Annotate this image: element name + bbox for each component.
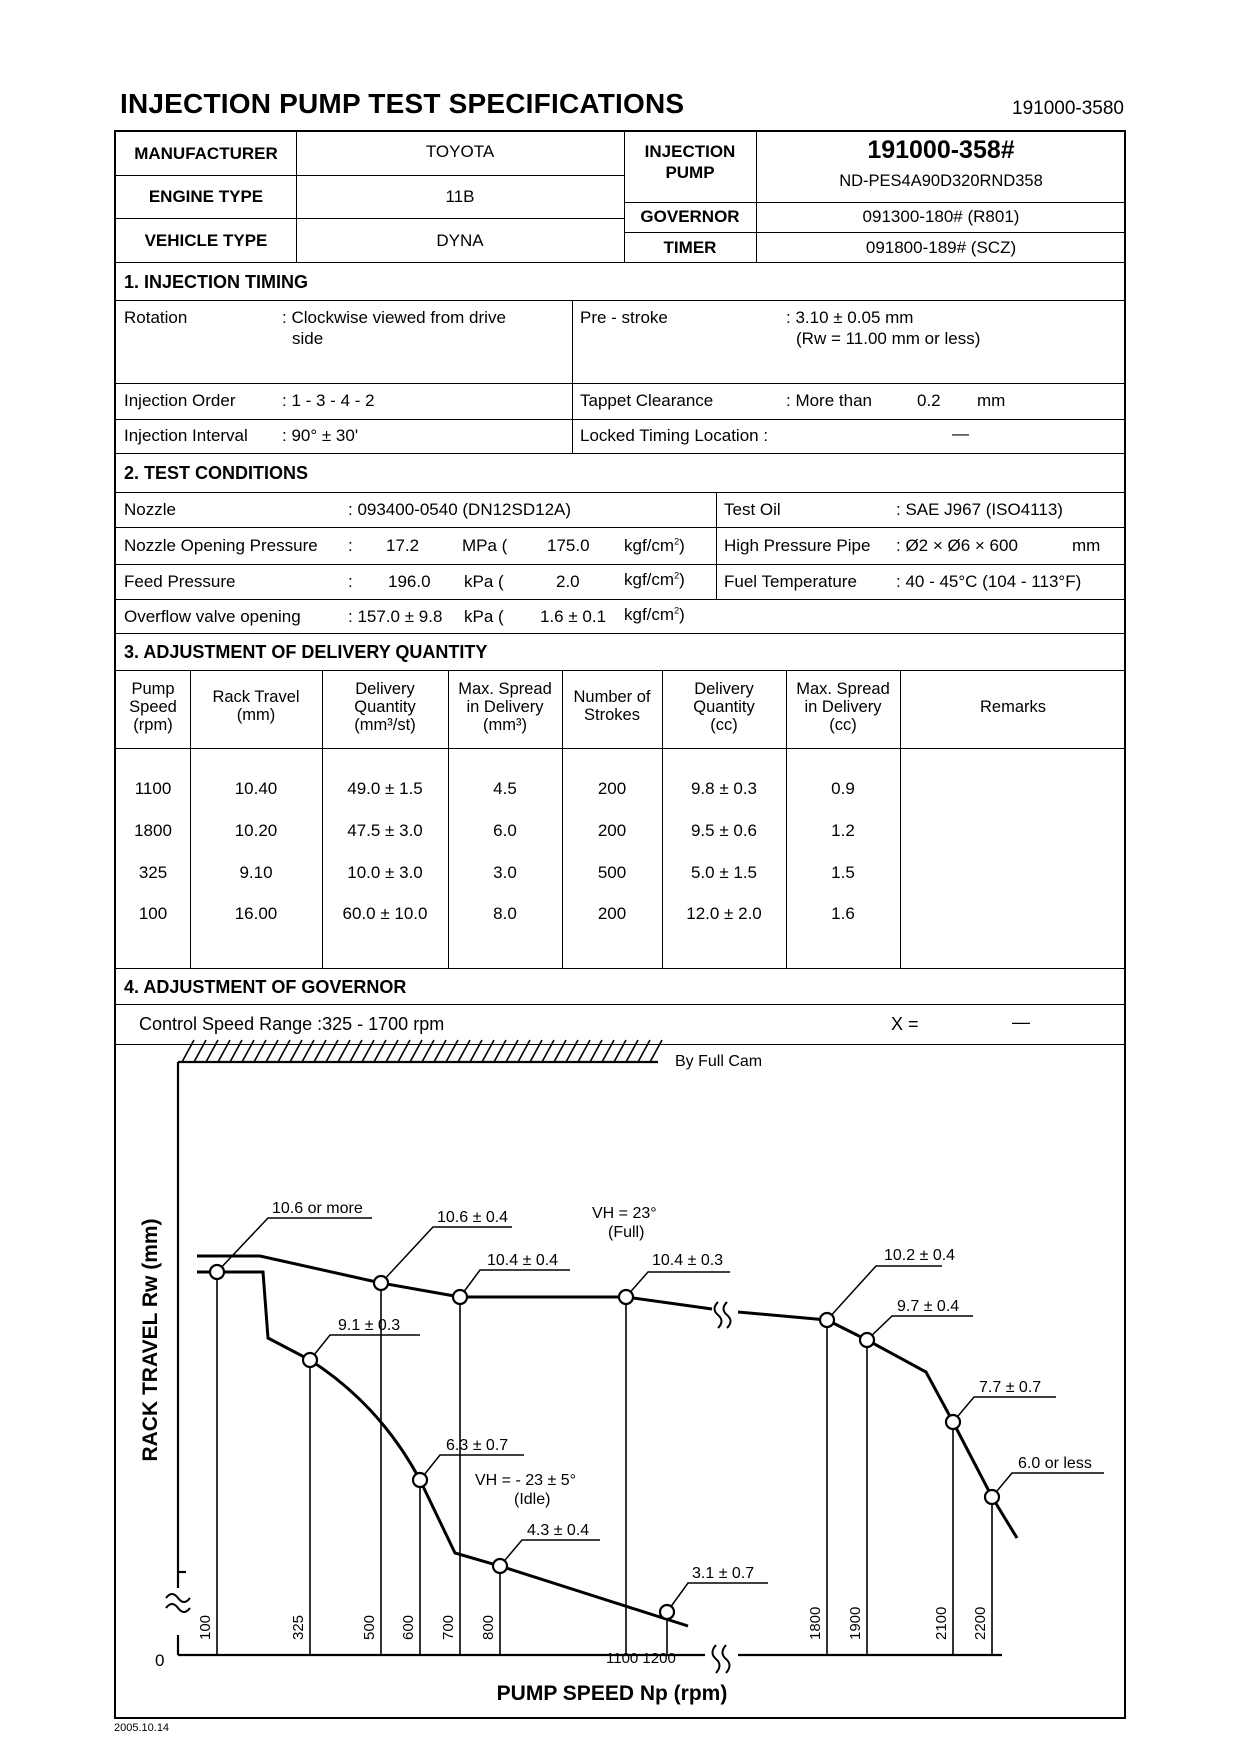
hatch-line bbox=[230, 1040, 242, 1062]
marker-2200rpm bbox=[985, 1490, 999, 1504]
marker-600rpm bbox=[413, 1473, 427, 1487]
table-cell: 10.0 ± 3.0 bbox=[347, 863, 423, 882]
col-header-delivery-cc: Delivery Quantity (cc) bbox=[693, 680, 755, 734]
x-tick-1100-1200: 1100 1200 bbox=[606, 1650, 676, 1667]
colon-separator: : bbox=[348, 536, 353, 555]
overflow-valve-kpa: : 157.0 ± 9.8 bbox=[348, 607, 443, 626]
kpa-unit-2: kPa ( bbox=[464, 607, 504, 626]
fuel-temperature-value: : 40 - 45°C (104 - 113°F) bbox=[896, 572, 1082, 591]
injection-order-label: Injection Order bbox=[124, 391, 236, 410]
engine-type-value: 11B bbox=[445, 187, 475, 206]
hatch-line bbox=[398, 1040, 410, 1062]
table-cell: 200 bbox=[597, 904, 627, 923]
governor-label: GOVERNOR bbox=[640, 207, 740, 226]
hatch-line bbox=[470, 1040, 482, 1062]
hatch-line bbox=[542, 1040, 554, 1062]
hatch-line bbox=[530, 1040, 542, 1062]
kgf-close: ) bbox=[679, 536, 685, 555]
marker-325rpm bbox=[303, 1353, 317, 1367]
hatch-line bbox=[266, 1040, 278, 1062]
point-label-2200rpm: 6.0 or less bbox=[1018, 1455, 1092, 1472]
table-cell: 5.0 ± 1.5 bbox=[690, 863, 758, 882]
feed-pressure-kgf: 2.0 bbox=[556, 572, 580, 591]
x-label: X = bbox=[891, 1014, 919, 1034]
marker-1100rpm bbox=[619, 1290, 633, 1304]
x-tick-800: 800 bbox=[480, 1614, 497, 1640]
locked-timing-label: Locked Timing Location : bbox=[580, 426, 769, 445]
point-label-1200rpm: 3.1 ± 0.7 bbox=[692, 1565, 755, 1582]
point-label-1800rpm: 10.2 ± 0.4 bbox=[884, 1247, 956, 1264]
document-number: 191000-3580 bbox=[1012, 98, 1124, 119]
table-cell: 1.6 bbox=[831, 904, 855, 923]
revision-date: 2005.10.14 bbox=[114, 1722, 170, 1734]
hatch-line bbox=[338, 1040, 350, 1062]
fuel-temperature-label: Fuel Temperature bbox=[724, 572, 857, 591]
col-header-remarks: Remarks bbox=[979, 698, 1046, 716]
nozzle-opening-pressure-label: Nozzle Opening Pressure bbox=[124, 536, 318, 555]
point-label-1100rpm: 10.4 ± 0.3 bbox=[652, 1252, 724, 1269]
point-label-325rpm: 9.1 ± 0.3 bbox=[338, 1317, 401, 1334]
table-cell: 12.0 ± 2.0 bbox=[686, 904, 762, 923]
injection-interval-label: Injection Interval bbox=[124, 426, 248, 445]
hatch-line bbox=[614, 1040, 626, 1062]
point-label-700rpm: 10.4 ± 0.4 bbox=[487, 1252, 559, 1269]
rotation-value: : Clockwise viewed from drive bbox=[282, 308, 506, 327]
full-load-curve-right bbox=[738, 1312, 1017, 1538]
manufacturer-label: MANUFACTURER bbox=[134, 144, 278, 163]
point-label-800rpm: 4.3 ± 0.4 bbox=[527, 1522, 590, 1539]
hatch-line bbox=[650, 1040, 662, 1062]
tappet-clearance-prefix: : More than bbox=[786, 391, 872, 410]
point-label-100rpm: 10.6 or more bbox=[272, 1200, 363, 1217]
kgf-unit-3: kgf/cm bbox=[624, 605, 675, 624]
injection-order-value: : 1 - 3 - 4 - 2 bbox=[282, 391, 375, 410]
hatch-line bbox=[374, 1040, 386, 1062]
point-label-2100rpm: 7.7 ± 0.7 bbox=[979, 1379, 1042, 1396]
x-tick-1900: 1900 bbox=[847, 1606, 864, 1640]
table-cell: 3.0 bbox=[493, 863, 517, 882]
table-cell: 8.0 bbox=[493, 904, 517, 923]
high-pressure-pipe-value: : Ø2 × Ø6 × 600 bbox=[896, 536, 1018, 555]
lever-full-sublabel: (Full) bbox=[608, 1224, 645, 1241]
x-tick-600: 600 bbox=[400, 1614, 417, 1640]
tappet-clearance-value: 0.2 bbox=[917, 391, 941, 410]
kgf-unit-exponent: 2 bbox=[674, 536, 680, 547]
manufacturer-value: TOYOTA bbox=[425, 142, 495, 161]
lever-idle-sublabel: (Idle) bbox=[514, 1491, 551, 1508]
marker-800rpm bbox=[493, 1559, 507, 1573]
hatch-line bbox=[506, 1040, 518, 1062]
table-cell: 16.00 bbox=[234, 904, 278, 923]
hatch-line bbox=[386, 1040, 398, 1062]
hatch-line bbox=[362, 1040, 374, 1062]
origin-label: 0 bbox=[155, 1651, 165, 1670]
x-tick-700: 700 bbox=[440, 1614, 457, 1640]
injection-pump-code: 191000-358# bbox=[867, 136, 1015, 164]
hatch-line bbox=[566, 1040, 578, 1062]
point-label-600rpm: 6.3 ± 0.7 bbox=[446, 1437, 509, 1454]
locked-timing-value: — bbox=[952, 424, 969, 443]
section-delivery-quantity: 3. ADJUSTMENT OF DELIVERY QUANTITY bbox=[124, 642, 488, 662]
prestroke-label: Pre - stroke bbox=[580, 308, 668, 327]
overflow-valve-label: Overflow valve opening bbox=[124, 607, 301, 626]
control-speed-value: 325 - 1700 rpm bbox=[322, 1014, 445, 1034]
marker-500rpm bbox=[374, 1276, 388, 1290]
x-tick-2200: 2200 bbox=[972, 1606, 989, 1640]
feed-pressure-kpa: 196.0 bbox=[388, 572, 431, 591]
y-axis-break-icon bbox=[166, 1594, 190, 1612]
hatch-line bbox=[278, 1040, 290, 1062]
marker-100rpm bbox=[210, 1265, 224, 1279]
table-cell: 9.10 bbox=[239, 863, 273, 882]
hatch-line bbox=[302, 1040, 314, 1062]
injection-pump-label-2: PUMP bbox=[665, 163, 715, 182]
feed-pressure-label: Feed Pressure bbox=[124, 572, 236, 591]
table-cell: 1100 bbox=[134, 779, 172, 798]
col-header-delivery-mm3: Delivery Quantity (mm³/st) bbox=[354, 680, 416, 734]
point-label-1900rpm: 9.7 ± 0.4 bbox=[897, 1298, 960, 1315]
table-cell: 60.0 ± 10.0 bbox=[342, 904, 428, 923]
marker-2100rpm bbox=[946, 1415, 960, 1429]
table-cell: 325 bbox=[138, 863, 168, 882]
table-cell: 10.20 bbox=[234, 821, 278, 840]
kgf-unit: kgf/cm bbox=[624, 536, 675, 555]
injection-pump-model: ND-PES4A90D320RND358 bbox=[839, 172, 1043, 190]
table-cell: 1.5 bbox=[831, 863, 855, 882]
table-cell: 47.5 ± 3.0 bbox=[347, 821, 423, 840]
table-cell: 1800 bbox=[134, 821, 172, 840]
table-cell: 200 bbox=[597, 821, 627, 840]
hatch-line bbox=[206, 1040, 218, 1062]
marker-1200rpm bbox=[660, 1605, 674, 1619]
nozzle-opening-pressure-mpa: 17.2 bbox=[386, 536, 420, 555]
col-header-rack-travel: Rack Travel (mm) bbox=[212, 688, 300, 724]
control-speed-label: Control Speed Range : bbox=[139, 1014, 323, 1034]
kgf-unit-2: kgf/cm bbox=[624, 570, 675, 589]
tappet-clearance-label: Tappet Clearance bbox=[580, 391, 714, 410]
table-cell: 100 bbox=[138, 904, 168, 923]
x-tick-labels bbox=[197, 1607, 989, 1640]
hatch-line bbox=[482, 1040, 494, 1062]
table-cell: 49.0 ± 1.5 bbox=[347, 779, 423, 798]
overflow-valve-kgf: 1.6 ± 0.1 bbox=[540, 607, 607, 626]
injection-interval-value: : 90° ± 30' bbox=[282, 426, 359, 445]
tappet-clearance-unit: mm bbox=[977, 391, 1006, 410]
full-cam-hatching bbox=[182, 1040, 662, 1062]
hatch-line bbox=[602, 1040, 614, 1062]
x-tick-2100: 2100 bbox=[933, 1606, 950, 1640]
x-value: — bbox=[1012, 1012, 1030, 1032]
vehicle-type-label: VEHICLE TYPE bbox=[144, 231, 268, 250]
idle-curve bbox=[197, 1272, 688, 1626]
section-test-conditions: 2. TEST CONDITIONS bbox=[124, 463, 309, 483]
hatch-line bbox=[242, 1040, 254, 1062]
rotation-value-2: side bbox=[292, 329, 324, 348]
hatch-line bbox=[194, 1040, 206, 1062]
x-tick-500: 500 bbox=[361, 1614, 378, 1640]
col-header-spread-cc: Max. Spread in Delivery (cc) bbox=[796, 680, 890, 734]
hatch-line bbox=[494, 1040, 506, 1062]
hatch-line bbox=[218, 1040, 230, 1062]
full-cam-label: By Full Cam bbox=[675, 1053, 763, 1070]
nozzle-label: Nozzle bbox=[124, 500, 176, 519]
x-tick-100: 100 bbox=[197, 1614, 214, 1640]
table-cell: 1.2 bbox=[831, 821, 855, 840]
point-label-500rpm: 10.6 ± 0.4 bbox=[437, 1209, 509, 1226]
table-cell: 6.0 bbox=[493, 821, 517, 840]
table-cell: 4.5 bbox=[493, 779, 517, 798]
lever-full-label: VH = 23° bbox=[592, 1205, 657, 1222]
x-axis-break-icon bbox=[713, 1645, 730, 1673]
hatch-line bbox=[518, 1040, 530, 1062]
table-cell: 0.9 bbox=[831, 779, 855, 798]
col-header-pump-speed: Pump Speed (rpm) bbox=[129, 680, 177, 734]
hatch-line bbox=[314, 1040, 326, 1062]
kpa-unit: kPa ( bbox=[464, 572, 504, 591]
hatch-line bbox=[410, 1040, 422, 1062]
mpa-unit: MPa ( bbox=[462, 536, 508, 555]
col-header-strokes: Number of Strokes bbox=[573, 688, 651, 724]
hatch-line bbox=[578, 1040, 590, 1062]
page-title: INJECTION PUMP TEST SPECIFICATIONS bbox=[120, 88, 685, 119]
hatch-line bbox=[458, 1040, 470, 1062]
y-axis-title: RACK TRAVEL Rw (mm) bbox=[139, 1218, 162, 1462]
marker-1900rpm bbox=[860, 1333, 874, 1347]
hatch-line bbox=[554, 1040, 566, 1062]
section-governor: 4. ADJUSTMENT OF GOVERNOR bbox=[124, 977, 407, 997]
kgf-unit-exponent-3: 2 bbox=[674, 605, 680, 616]
nozzle-opening-pressure-kgf: 175.0 bbox=[547, 536, 590, 555]
hatch-line bbox=[422, 1040, 434, 1062]
timer-label: TIMER bbox=[663, 238, 717, 257]
hatch-line bbox=[638, 1040, 650, 1062]
test-oil-label: Test Oil bbox=[724, 500, 781, 519]
rotation-label: Rotation bbox=[124, 308, 188, 327]
x-axis-title: PUMP SPEED Np (rpm) bbox=[496, 1682, 728, 1705]
col-header-spread-mm3: Max. Spread in Delivery (mm³) bbox=[458, 680, 552, 734]
governor-curves bbox=[197, 1256, 1017, 1626]
table-cell: 9.5 ± 0.6 bbox=[690, 821, 758, 840]
curve-break-icon bbox=[715, 1302, 731, 1328]
measurement-markers bbox=[210, 1265, 999, 1619]
section-injection-timing: 1. INJECTION TIMING bbox=[124, 272, 309, 292]
hatch-line bbox=[434, 1040, 446, 1062]
hatch-line bbox=[350, 1040, 362, 1062]
kgf-unit-exponent-2: 2 bbox=[674, 570, 680, 581]
prestroke-rack-value: (Rw = 11.00 mm or less) bbox=[796, 329, 981, 348]
lever-idle-label: VH = - 23 ± 5° bbox=[475, 1472, 576, 1489]
table-cell: 500 bbox=[597, 863, 627, 882]
marker-700rpm bbox=[453, 1290, 467, 1304]
hatch-line bbox=[326, 1040, 338, 1062]
vehicle-type-value: DYNA bbox=[436, 231, 484, 250]
hatch-line bbox=[446, 1040, 458, 1062]
x-tick-1800: 1800 bbox=[807, 1606, 824, 1640]
table-cell: 9.8 ± 0.3 bbox=[690, 779, 758, 798]
high-pressure-pipe-label: High Pressure Pipe bbox=[724, 536, 871, 555]
test-oil-value: : SAE J967 (ISO4113) bbox=[896, 500, 1063, 519]
kgf-close-3: ) bbox=[679, 605, 685, 624]
x-tick-325: 325 bbox=[290, 1614, 307, 1640]
high-pressure-pipe-unit: mm bbox=[1072, 536, 1101, 555]
hatch-line bbox=[182, 1040, 194, 1062]
prestroke-value: : 3.10 ± 0.05 mm bbox=[786, 308, 914, 327]
injection-pump-label: INJECTION bbox=[644, 142, 736, 161]
table-cell: 200 bbox=[597, 779, 627, 798]
kgf-close-2: ) bbox=[679, 570, 685, 589]
hatch-line bbox=[590, 1040, 602, 1062]
governor-value: 091300-180# (R801) bbox=[862, 207, 1020, 226]
table-cell: 10.40 bbox=[234, 779, 278, 798]
colon-separator-2: : bbox=[348, 572, 353, 591]
marker-1800rpm bbox=[820, 1313, 834, 1327]
nozzle-value: : 093400-0540 (DN12SD12A) bbox=[348, 500, 572, 519]
timer-value: 091800-189# (SCZ) bbox=[865, 238, 1017, 257]
hatch-line bbox=[254, 1040, 266, 1062]
hatch-line bbox=[290, 1040, 302, 1062]
engine-type-label: ENGINE TYPE bbox=[148, 187, 264, 206]
hatch-line bbox=[626, 1040, 638, 1062]
